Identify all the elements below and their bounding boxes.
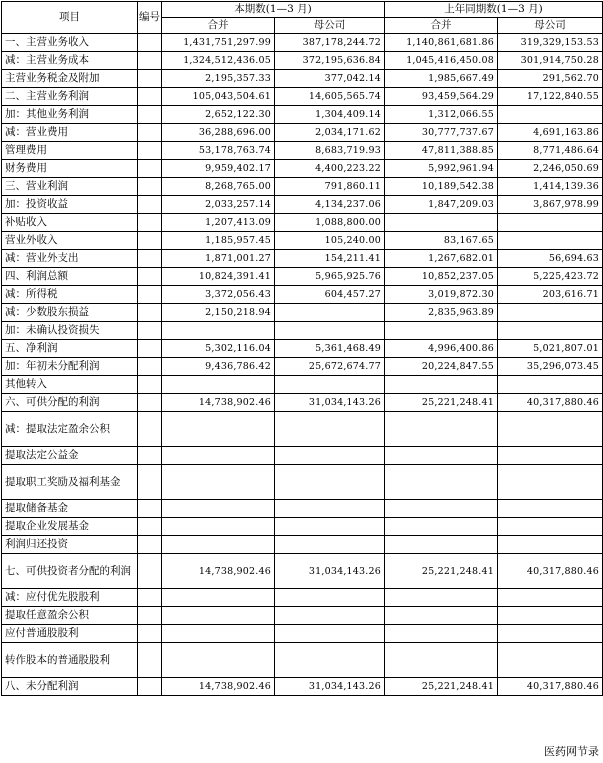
row-prior-consolidated: 1,312,066.55	[385, 106, 498, 124]
table-row	[2, 304, 603, 322]
row-current-parent: 105,240.00	[275, 232, 385, 250]
table-row	[2, 394, 603, 412]
row-current-consolidated: 36,288,696.00	[162, 124, 275, 142]
row-code	[138, 500, 162, 518]
row-prior-parent	[498, 214, 603, 232]
row-code	[138, 376, 162, 394]
row-current-consolidated: 1,871,001.27	[162, 250, 275, 268]
row-code	[138, 250, 162, 268]
row-prior-consolidated	[385, 518, 498, 536]
row-current-parent	[275, 322, 385, 340]
row-prior-consolidated	[385, 214, 498, 232]
row-code	[138, 340, 162, 358]
row-prior-consolidated: 4,996,400.86	[385, 340, 498, 358]
row-prior-consolidated: 10,189,542.38	[385, 178, 498, 196]
row-prior-parent	[498, 304, 603, 322]
row-prior-parent	[498, 106, 603, 124]
row-prior-parent: 35,296,073.45	[498, 358, 603, 376]
row-current-parent	[275, 304, 385, 322]
row-current-parent: 8,683,719.93	[275, 142, 385, 160]
row-current-parent: 377,042.14	[275, 70, 385, 88]
row-prior-parent: 8,771,486.64	[498, 142, 603, 160]
row-item-label: 财务费用	[2, 160, 138, 178]
row-current-consolidated: 14,738,902.46	[162, 554, 275, 589]
row-code	[138, 304, 162, 322]
row-item-label: 五、净利润	[2, 340, 138, 358]
table-row	[2, 286, 603, 304]
row-prior-consolidated	[385, 376, 498, 394]
row-prior-consolidated	[385, 589, 498, 607]
row-code	[138, 178, 162, 196]
row-prior-consolidated: 47,811,388.85	[385, 142, 498, 160]
row-current-parent: 14,605,565.74	[275, 88, 385, 106]
row-prior-parent: 3,867,978.99	[498, 196, 603, 214]
row-prior-consolidated: 20,224,847.55	[385, 358, 498, 376]
row-item-label: 七、可供投资者分配的利润	[2, 554, 138, 589]
row-prior-parent: 1,414,139.36	[498, 178, 603, 196]
row-current-parent: 2,034,171.62	[275, 124, 385, 142]
row-current-parent: 154,211.41	[275, 250, 385, 268]
table-row	[2, 34, 603, 52]
row-item-label: 加：年初未分配利润	[2, 358, 138, 376]
row-prior-consolidated: 1,267,682.01	[385, 250, 498, 268]
header-current-parent: 母公司	[275, 18, 385, 34]
row-code	[138, 447, 162, 465]
row-current-consolidated: 1,324,512,436.05	[162, 52, 275, 70]
row-prior-parent	[498, 465, 603, 500]
row-prior-consolidated	[385, 536, 498, 554]
row-current-consolidated: 1,431,751,297.99	[162, 34, 275, 52]
row-code	[138, 286, 162, 304]
row-item-label: 加：其他业务利润	[2, 106, 138, 124]
table-row	[2, 124, 603, 142]
row-current-consolidated	[162, 412, 275, 447]
table-row	[2, 412, 603, 447]
row-item-label: 转作股本的普通股股利	[2, 643, 138, 678]
table-row	[2, 358, 603, 376]
row-item-label: 减：少数股东损益	[2, 304, 138, 322]
row-current-parent: 4,134,237.06	[275, 196, 385, 214]
row-prior-consolidated: 25,221,248.41	[385, 554, 498, 589]
row-current-parent: 604,457.27	[275, 286, 385, 304]
row-current-parent: 791,860.11	[275, 178, 385, 196]
row-prior-consolidated: 1,045,416,450.08	[385, 52, 498, 70]
row-prior-parent	[498, 589, 603, 607]
row-item-label: 管理费用	[2, 142, 138, 160]
row-current-parent	[275, 376, 385, 394]
row-prior-parent: 319,329,153.53	[498, 34, 603, 52]
row-current-parent	[275, 447, 385, 465]
row-code	[138, 554, 162, 589]
row-code	[138, 124, 162, 142]
row-prior-parent: 56,694.63	[498, 250, 603, 268]
table-row	[2, 88, 603, 106]
row-item-label: 提取企业发展基金	[2, 518, 138, 536]
row-code	[138, 643, 162, 678]
row-code	[138, 678, 162, 696]
row-prior-consolidated: 1,985,667.49	[385, 70, 498, 88]
row-item-label: 减：主营业务成本	[2, 52, 138, 70]
source-footer: 医药网节录	[544, 745, 599, 758]
row-code	[138, 52, 162, 70]
row-item-label: 减：营业费用	[2, 124, 138, 142]
row-current-consolidated: 2,150,218.94	[162, 304, 275, 322]
table-row	[2, 232, 603, 250]
table-row	[2, 607, 603, 625]
table-row	[2, 536, 603, 554]
row-prior-parent	[498, 500, 603, 518]
row-item-label: 补贴收入	[2, 214, 138, 232]
row-current-consolidated: 3,372,056.43	[162, 286, 275, 304]
table-row	[2, 678, 603, 696]
row-item-label: 减：应付优先股股利	[2, 589, 138, 607]
row-prior-parent	[498, 322, 603, 340]
row-prior-parent	[498, 607, 603, 625]
row-current-parent: 5,965,925.76	[275, 268, 385, 286]
row-current-consolidated: 9,436,786.42	[162, 358, 275, 376]
row-current-consolidated: 2,195,357.33	[162, 70, 275, 88]
row-current-consolidated: 9,959,402.17	[162, 160, 275, 178]
row-code	[138, 322, 162, 340]
row-current-consolidated	[162, 643, 275, 678]
row-prior-parent	[498, 536, 603, 554]
row-current-consolidated: 53,178,763.74	[162, 142, 275, 160]
row-current-consolidated	[162, 376, 275, 394]
row-current-consolidated: 105,043,504.61	[162, 88, 275, 106]
header-prior-period: 上年同期数(1—3 月)	[385, 2, 603, 18]
header-prior-parent: 母公司	[498, 18, 603, 34]
row-current-parent	[275, 500, 385, 518]
row-prior-consolidated: 30,777,737.67	[385, 124, 498, 142]
row-item-label: 减：提取法定盈余公积	[2, 412, 138, 447]
table-row	[2, 106, 603, 124]
row-prior-parent	[498, 376, 603, 394]
row-current-consolidated	[162, 625, 275, 643]
row-current-consolidated	[162, 465, 275, 500]
row-current-consolidated: 8,268,765.00	[162, 178, 275, 196]
row-current-consolidated: 10,824,391.41	[162, 268, 275, 286]
row-code	[138, 518, 162, 536]
row-prior-parent	[498, 643, 603, 678]
table-row	[2, 340, 603, 358]
row-current-parent	[275, 643, 385, 678]
row-prior-consolidated: 5,992,961.94	[385, 160, 498, 178]
row-prior-consolidated	[385, 322, 498, 340]
row-code	[138, 106, 162, 124]
row-prior-consolidated: 25,221,248.41	[385, 394, 498, 412]
row-prior-consolidated: 2,835,963.89	[385, 304, 498, 322]
row-prior-parent: 2,246,050.69	[498, 160, 603, 178]
row-prior-parent: 291,562.70	[498, 70, 603, 88]
table-row	[2, 250, 603, 268]
table-row	[2, 554, 603, 589]
table-row	[2, 52, 603, 70]
row-code	[138, 394, 162, 412]
row-prior-parent: 203,616.71	[498, 286, 603, 304]
row-item-label: 四、利润总额	[2, 268, 138, 286]
row-current-parent	[275, 465, 385, 500]
row-current-parent	[275, 607, 385, 625]
table-row	[2, 643, 603, 678]
row-item-label: 其他转入	[2, 376, 138, 394]
row-prior-consolidated: 10,852,237.05	[385, 268, 498, 286]
row-current-consolidated: 14,738,902.46	[162, 394, 275, 412]
row-code	[138, 465, 162, 500]
row-code	[138, 196, 162, 214]
table-row	[2, 518, 603, 536]
row-prior-consolidated: 93,459,564.29	[385, 88, 498, 106]
row-prior-consolidated: 25,221,248.41	[385, 678, 498, 696]
row-item-label: 六、可供分配的利润	[2, 394, 138, 412]
row-current-parent	[275, 589, 385, 607]
row-prior-parent: 40,317,880.46	[498, 678, 603, 696]
table-row	[2, 322, 603, 340]
row-prior-parent: 5,225,423.72	[498, 268, 603, 286]
row-current-parent: 1,088,800.00	[275, 214, 385, 232]
header-item: 项目	[2, 2, 138, 34]
row-item-label: 减：所得税	[2, 286, 138, 304]
table-row	[2, 625, 603, 643]
table-row	[2, 214, 603, 232]
row-current-parent: 4,400,223.22	[275, 160, 385, 178]
row-prior-parent	[498, 625, 603, 643]
row-current-parent	[275, 412, 385, 447]
row-prior-consolidated	[385, 447, 498, 465]
row-code	[138, 88, 162, 106]
table-row	[2, 447, 603, 465]
table-row	[2, 142, 603, 160]
table-row	[2, 268, 603, 286]
row-code	[138, 160, 162, 178]
row-item-label: 加：未确认投资损失	[2, 322, 138, 340]
row-current-parent	[275, 625, 385, 643]
row-prior-parent: 5,021,807.01	[498, 340, 603, 358]
row-current-consolidated: 2,033,257.14	[162, 196, 275, 214]
row-current-parent: 31,034,143.26	[275, 554, 385, 589]
table-row	[2, 196, 603, 214]
row-code	[138, 607, 162, 625]
row-current-parent: 5,361,468.49	[275, 340, 385, 358]
row-item-label: 八、未分配利润	[2, 678, 138, 696]
row-code	[138, 412, 162, 447]
income-statement-table	[1, 1, 603, 696]
row-current-parent: 31,034,143.26	[275, 394, 385, 412]
row-item-label: 营业外收入	[2, 232, 138, 250]
row-prior-parent	[498, 518, 603, 536]
row-prior-parent	[498, 232, 603, 250]
row-current-parent	[275, 518, 385, 536]
row-current-consolidated	[162, 500, 275, 518]
row-current-consolidated: 14,738,902.46	[162, 678, 275, 696]
row-prior-consolidated	[385, 500, 498, 518]
row-prior-parent	[498, 447, 603, 465]
row-code	[138, 625, 162, 643]
table-row	[2, 160, 603, 178]
row-code	[138, 214, 162, 232]
table-row	[2, 465, 603, 500]
row-prior-consolidated	[385, 607, 498, 625]
header-current-period: 本期数(1—3 月)	[162, 2, 385, 18]
row-current-consolidated: 1,207,413.09	[162, 214, 275, 232]
table-row	[2, 70, 603, 88]
row-code	[138, 34, 162, 52]
row-prior-parent: 40,317,880.46	[498, 394, 603, 412]
row-item-label: 二、主营业务利润	[2, 88, 138, 106]
row-item-label: 减：营业外支出	[2, 250, 138, 268]
row-item-label: 利润归还投资	[2, 536, 138, 554]
row-prior-consolidated: 1,847,209.03	[385, 196, 498, 214]
row-current-parent: 31,034,143.26	[275, 678, 385, 696]
header-prior-consolidated: 合并	[385, 18, 498, 34]
table-row	[2, 589, 603, 607]
row-prior-consolidated: 1,140,861,681.86	[385, 34, 498, 52]
table-row	[2, 178, 603, 196]
row-item-label: 加：投资收益	[2, 196, 138, 214]
row-code	[138, 232, 162, 250]
row-current-consolidated: 1,185,957.45	[162, 232, 275, 250]
row-prior-parent: 4,691,163.86	[498, 124, 603, 142]
row-prior-consolidated: 3,019,872.30	[385, 286, 498, 304]
row-current-consolidated	[162, 447, 275, 465]
row-code	[138, 358, 162, 376]
table-body	[2, 34, 603, 696]
row-current-consolidated: 2,652,122.30	[162, 106, 275, 124]
row-current-parent: 387,178,244.72	[275, 34, 385, 52]
row-code	[138, 268, 162, 286]
row-prior-consolidated	[385, 465, 498, 500]
row-prior-parent: 40,317,880.46	[498, 554, 603, 589]
row-prior-parent: 301,914,750.28	[498, 52, 603, 70]
table-row	[2, 500, 603, 518]
row-current-consolidated	[162, 589, 275, 607]
row-current-consolidated	[162, 322, 275, 340]
table-header	[2, 2, 603, 34]
header-current-consolidated: 合并	[162, 18, 275, 34]
header-code: 编号	[138, 2, 162, 34]
row-code	[138, 142, 162, 160]
row-item-label: 提取任意盈余公积	[2, 607, 138, 625]
row-current-consolidated	[162, 518, 275, 536]
table-row	[2, 376, 603, 394]
row-current-parent: 1,304,409.14	[275, 106, 385, 124]
row-item-label: 应付普通股股利	[2, 625, 138, 643]
row-item-label: 主营业务税金及附加	[2, 70, 138, 88]
row-current-consolidated: 5,302,116.04	[162, 340, 275, 358]
row-prior-parent	[498, 412, 603, 447]
row-current-parent: 372,195,636.84	[275, 52, 385, 70]
row-code	[138, 70, 162, 88]
row-current-consolidated	[162, 607, 275, 625]
row-current-parent	[275, 536, 385, 554]
row-item-label: 三、营业利润	[2, 178, 138, 196]
row-current-consolidated	[162, 536, 275, 554]
row-prior-parent: 17,122,840.55	[498, 88, 603, 106]
row-prior-consolidated	[385, 643, 498, 678]
row-prior-consolidated: 83,167.65	[385, 232, 498, 250]
row-prior-consolidated	[385, 412, 498, 447]
row-item-label: 一、主营业务收入	[2, 34, 138, 52]
row-code	[138, 589, 162, 607]
row-item-label: 提取职工奖励及福利基金	[2, 465, 138, 500]
row-item-label: 提取法定公益金	[2, 447, 138, 465]
row-item-label: 提取储备基金	[2, 500, 138, 518]
row-current-parent: 25,672,674.77	[275, 358, 385, 376]
row-prior-consolidated	[385, 625, 498, 643]
row-code	[138, 536, 162, 554]
